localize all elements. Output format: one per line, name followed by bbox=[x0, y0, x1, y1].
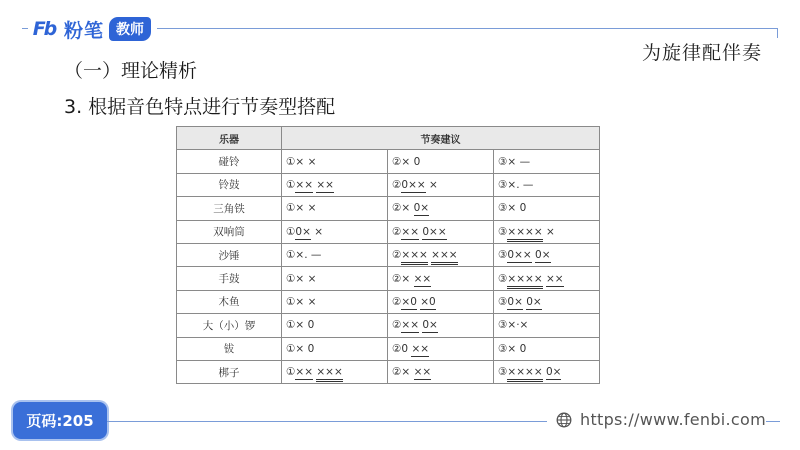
table-row bbox=[177, 197, 600, 220]
table-row bbox=[177, 220, 600, 243]
logo-badge: 教师 bbox=[109, 17, 151, 41]
globe-icon bbox=[556, 412, 572, 428]
rhythm-pattern-cell: ①×× ×× bbox=[282, 173, 388, 196]
section-heading: （一）理论精析 bbox=[64, 60, 198, 82]
rhythm-pattern-cell: ①× × bbox=[282, 267, 388, 290]
header-instrument: 乐器 bbox=[177, 127, 282, 150]
table-row bbox=[177, 267, 600, 290]
table-row bbox=[177, 290, 600, 313]
instrument-cell: 沙锤 bbox=[177, 243, 282, 266]
rhythm-pattern-cell: ②× ×× bbox=[388, 360, 494, 383]
rhythm-pattern-cell: ②0 ×× bbox=[388, 337, 494, 360]
instrument-cell: 双响筒 bbox=[177, 220, 282, 243]
page-number-badge: 页码:205 bbox=[13, 402, 107, 439]
rhythm-pattern-cell: ②× 0 bbox=[388, 150, 494, 173]
rhythm-pattern-cell: ②0×× × bbox=[388, 173, 494, 196]
instrument-cell: 手鼓 bbox=[177, 267, 282, 290]
logo-mark: Fb bbox=[32, 18, 56, 40]
rhythm-pattern-cell: ①0× × bbox=[282, 220, 388, 243]
rhythm-pattern-cell: ③× 0 bbox=[494, 337, 600, 360]
rhythm-pattern-cell: ③×. — bbox=[494, 173, 600, 196]
table-row bbox=[177, 173, 600, 196]
header-rhythm: 节奏建议 bbox=[282, 127, 600, 150]
instrument-cell: 钹 bbox=[177, 337, 282, 360]
rhythm-pattern-cell: ②× ×× bbox=[388, 267, 494, 290]
table-row bbox=[177, 150, 600, 173]
rhythm-pattern-cell: ①× 0 bbox=[282, 337, 388, 360]
table-row bbox=[177, 337, 600, 360]
rhythm-pattern-cell: ③× 0 bbox=[494, 197, 600, 220]
rhythm-pattern-cell: ②× 0× bbox=[388, 197, 494, 220]
rhythm-pattern-cell: ①× × bbox=[282, 290, 388, 313]
bottom-frame-line bbox=[107, 421, 547, 422]
logo-text: 粉笔 bbox=[64, 19, 105, 42]
subsection-heading: 3. 根据音色特点进行节奏型搭配 bbox=[64, 96, 336, 118]
instrument-cell: 梆子 bbox=[177, 360, 282, 383]
rhythm-pattern-cell: ③×××× ×× bbox=[494, 267, 600, 290]
footer-url-text: https://www.fenbi.com bbox=[580, 410, 767, 429]
instrument-cell: 碰铃 bbox=[177, 150, 282, 173]
table-row bbox=[177, 243, 600, 266]
brand-logo bbox=[28, 14, 157, 44]
lesson-title: 为旋律配伴奏 bbox=[641, 42, 762, 64]
rhythm-pattern-cell: ①× 0 bbox=[282, 314, 388, 337]
rhythm-pattern-cell: ③0× 0× bbox=[494, 290, 600, 313]
rhythm-pattern-cell: ③×××× × bbox=[494, 220, 600, 243]
rhythm-pattern-cell: ②×× 0×× bbox=[388, 220, 494, 243]
rhythm-pattern-cell: ①×. — bbox=[282, 243, 388, 266]
table-row bbox=[177, 360, 600, 383]
bottom-frame-line-right bbox=[766, 421, 780, 422]
instrument-cell: 铃鼓 bbox=[177, 173, 282, 196]
rhythm-pattern-cell: ③0×× 0× bbox=[494, 243, 600, 266]
rhythm-pattern-cell: ②××× ××× bbox=[388, 243, 494, 266]
instrument-cell: 大（小）锣 bbox=[177, 314, 282, 337]
rhythm-pattern-cell: ①× × bbox=[282, 197, 388, 220]
rhythm-pattern-cell: ②×× 0× bbox=[388, 314, 494, 337]
instrument-cell: 三角铁 bbox=[177, 197, 282, 220]
table-header-row bbox=[177, 127, 600, 150]
rhythm-pattern-cell: ③×××× 0× bbox=[494, 360, 600, 383]
rhythm-pattern-cell: ③× — bbox=[494, 150, 600, 173]
rhythm-pattern-cell: ①× × bbox=[282, 150, 388, 173]
instrument-cell: 木鱼 bbox=[177, 290, 282, 313]
table-row bbox=[177, 314, 600, 337]
rhythm-pattern-cell: ③×·× bbox=[494, 314, 600, 337]
rhythm-table bbox=[176, 126, 600, 384]
rhythm-pattern-cell: ②×0 ×0 bbox=[388, 290, 494, 313]
rhythm-pattern-cell: ①×× ××× bbox=[282, 360, 388, 383]
top-frame-corner bbox=[777, 28, 778, 38]
footer-url bbox=[556, 410, 766, 429]
